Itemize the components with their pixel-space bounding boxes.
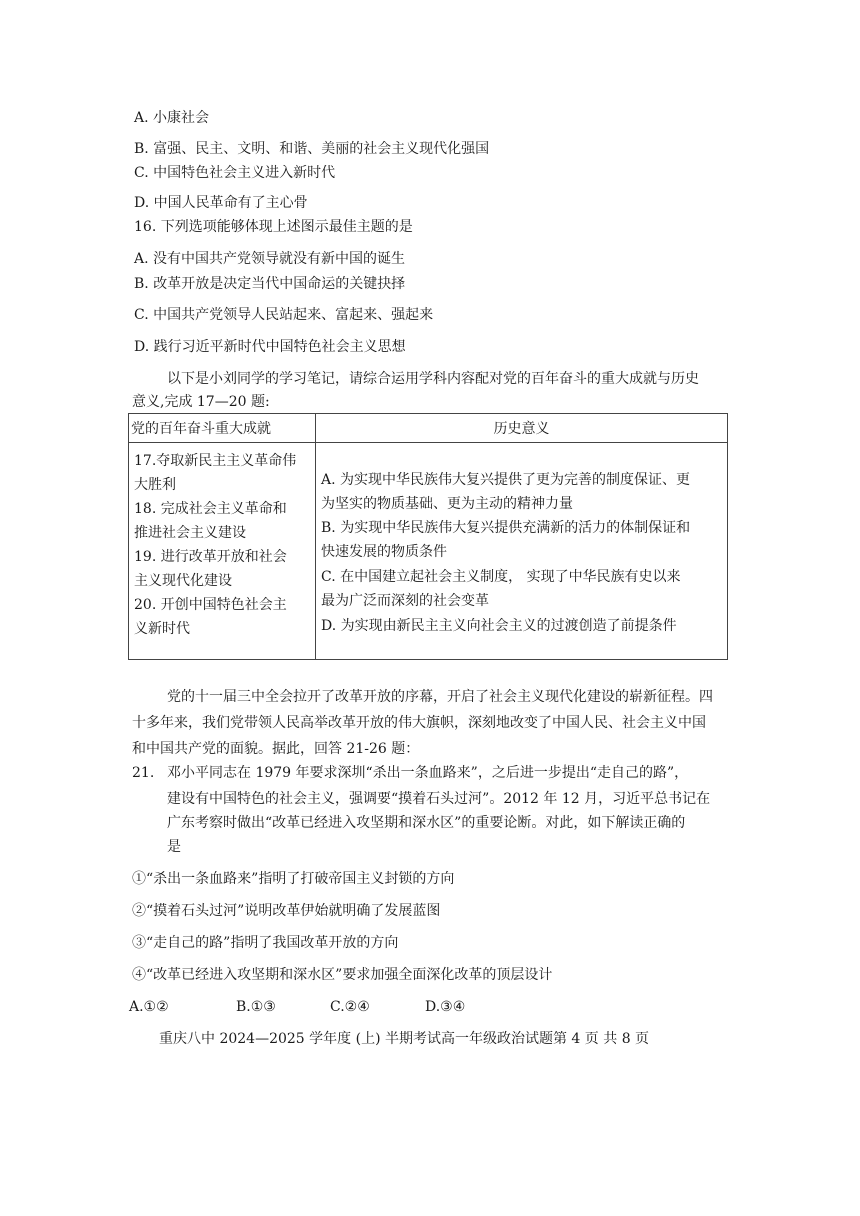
achievement-line: 18. 完成社会主义革命和 <box>134 501 287 517</box>
significance-line: 为坚实的物质基础、更为主动的精神力量 <box>321 496 573 512</box>
achievement-line: 19. 进行改革开放和社会 <box>134 549 287 565</box>
significance-line: 最为广泛而深刻的社会变革 <box>321 593 489 609</box>
q16-option-d: D. 践行习近平新时代中国特色社会主义思想 <box>134 339 406 355</box>
achievement-line: 义新时代 <box>134 621 190 637</box>
table-cell-achievements <box>129 443 316 660</box>
q16-option-b: B. 改革开放是决定当代中国命运的关键抉择 <box>134 276 406 292</box>
achievement-line: 20. 开创中国特色社会主 <box>134 597 287 613</box>
significance-line: 快速发展的物质条件 <box>321 544 447 560</box>
q16-option-a: A. 没有中国共产党领导就没有新中国的诞生 <box>134 251 406 267</box>
q21-choice-b: B.①③ <box>236 999 276 1015</box>
q21-statement-1: ①“杀出一条血路来”指明了打破帝国主义封锁的方向 <box>132 871 455 887</box>
intro-17-20-line1: 以下是小刘同学的学习笔记，请综合运用学科内容配对党的百年奋斗的重大成就与历史 <box>167 371 699 387</box>
q21-number: 21. <box>132 765 155 781</box>
page-footer: 重庆八中 2024—2025 学年度 (上) 半期考试高一年级政治试题第 4 页 共 8 页 <box>159 1031 650 1047</box>
q21-stem-line: 建设有中国特色的社会主义，强调要“摸着石头过河”。2012 年 12 月，习近平总书记在 <box>167 791 711 807</box>
achievement-table <box>128 413 728 660</box>
intro-17-20-line2: 意义,完成 17—20 题: <box>132 394 270 410</box>
intro-21-26-line3: 和中国共产党的面貌。据此，回答 21-26 题： <box>132 741 420 757</box>
table-header-right: 历史意义 <box>316 414 728 443</box>
q16-stem: 16. 下列选项能够体现上述图示最佳主题的是 <box>134 219 413 235</box>
significance-line: B. 为实现中华民族伟大复兴提供充满新的活力的体制保证和 <box>321 520 691 536</box>
q21-choice-d: D.③④ <box>425 999 466 1015</box>
q15-option-d: D. 中国人民革命有了主心骨 <box>134 195 308 211</box>
table-header-left: 党的百年奋斗重大成就 <box>129 414 316 443</box>
q15-option-a: A. 小康社会 <box>134 110 210 126</box>
significance-line: C. 在中国建立起社会主义制度， 实现了中华民族有史以来 <box>321 569 681 585</box>
q21-stem-line: 广东考察时做出“改革已经进入攻坚期和深水区”的重要论断。对此，如下解读正确的 <box>167 815 686 831</box>
significance-line: A. 为实现中华民族伟大复兴提供了更为完善的制度保证、更 <box>321 472 691 488</box>
q21-statement-4: ④“改革已经进入攻坚期和深水区”要求加强全面深化改革的顶层设计 <box>132 967 553 983</box>
q15-option-c: C. 中国特色社会主义进入新时代 <box>134 165 336 181</box>
table-header-row <box>129 414 728 443</box>
achievement-line: 大胜利 <box>134 477 176 493</box>
significance-line: D. 为实现由新民主主义向社会主义的过渡创造了前提条件 <box>321 618 677 634</box>
table-cell-significance <box>316 443 728 660</box>
q21-statement-3: ③“走自己的路”指明了我国改革开放的方向 <box>132 935 399 951</box>
q21-stem-line: 是 <box>167 839 181 855</box>
intro-21-26-line1: 党的十一届三中全会拉开了改革开放的序幕，开启了社会主义现代化建设的崭新征程。四 <box>167 689 713 705</box>
q21-choice-c: C.②④ <box>330 999 370 1015</box>
q21-statement-2: ②“摸着石头过河”说明改革伊始就明确了发展蓝图 <box>132 903 441 919</box>
table-row <box>129 443 728 660</box>
achievement-line: 主义现代化建设 <box>134 573 232 589</box>
q21-stem-line: 邓小平同志在 1979 年要求深圳“杀出一条血路来”，之后进一步提出“走自己的路”， <box>167 765 689 781</box>
q15-option-b: B. 富强、民主、文明、和谐、美丽的社会主义现代化强国 <box>134 141 490 157</box>
q21-choice-a: A.①② <box>129 999 169 1015</box>
achievement-line: 17.夺取新民主主义革命伟 <box>134 453 297 469</box>
intro-21-26-line2: 十多年来，我们党带领人民高举改革开放的伟大旗帜，深刻地改变了中国人民、社会主义中国 <box>132 715 706 731</box>
q16-option-c: C. 中国共产党领导人民站起来、富起来、强起来 <box>134 307 434 323</box>
achievement-line: 推进社会主义建设 <box>134 525 246 541</box>
